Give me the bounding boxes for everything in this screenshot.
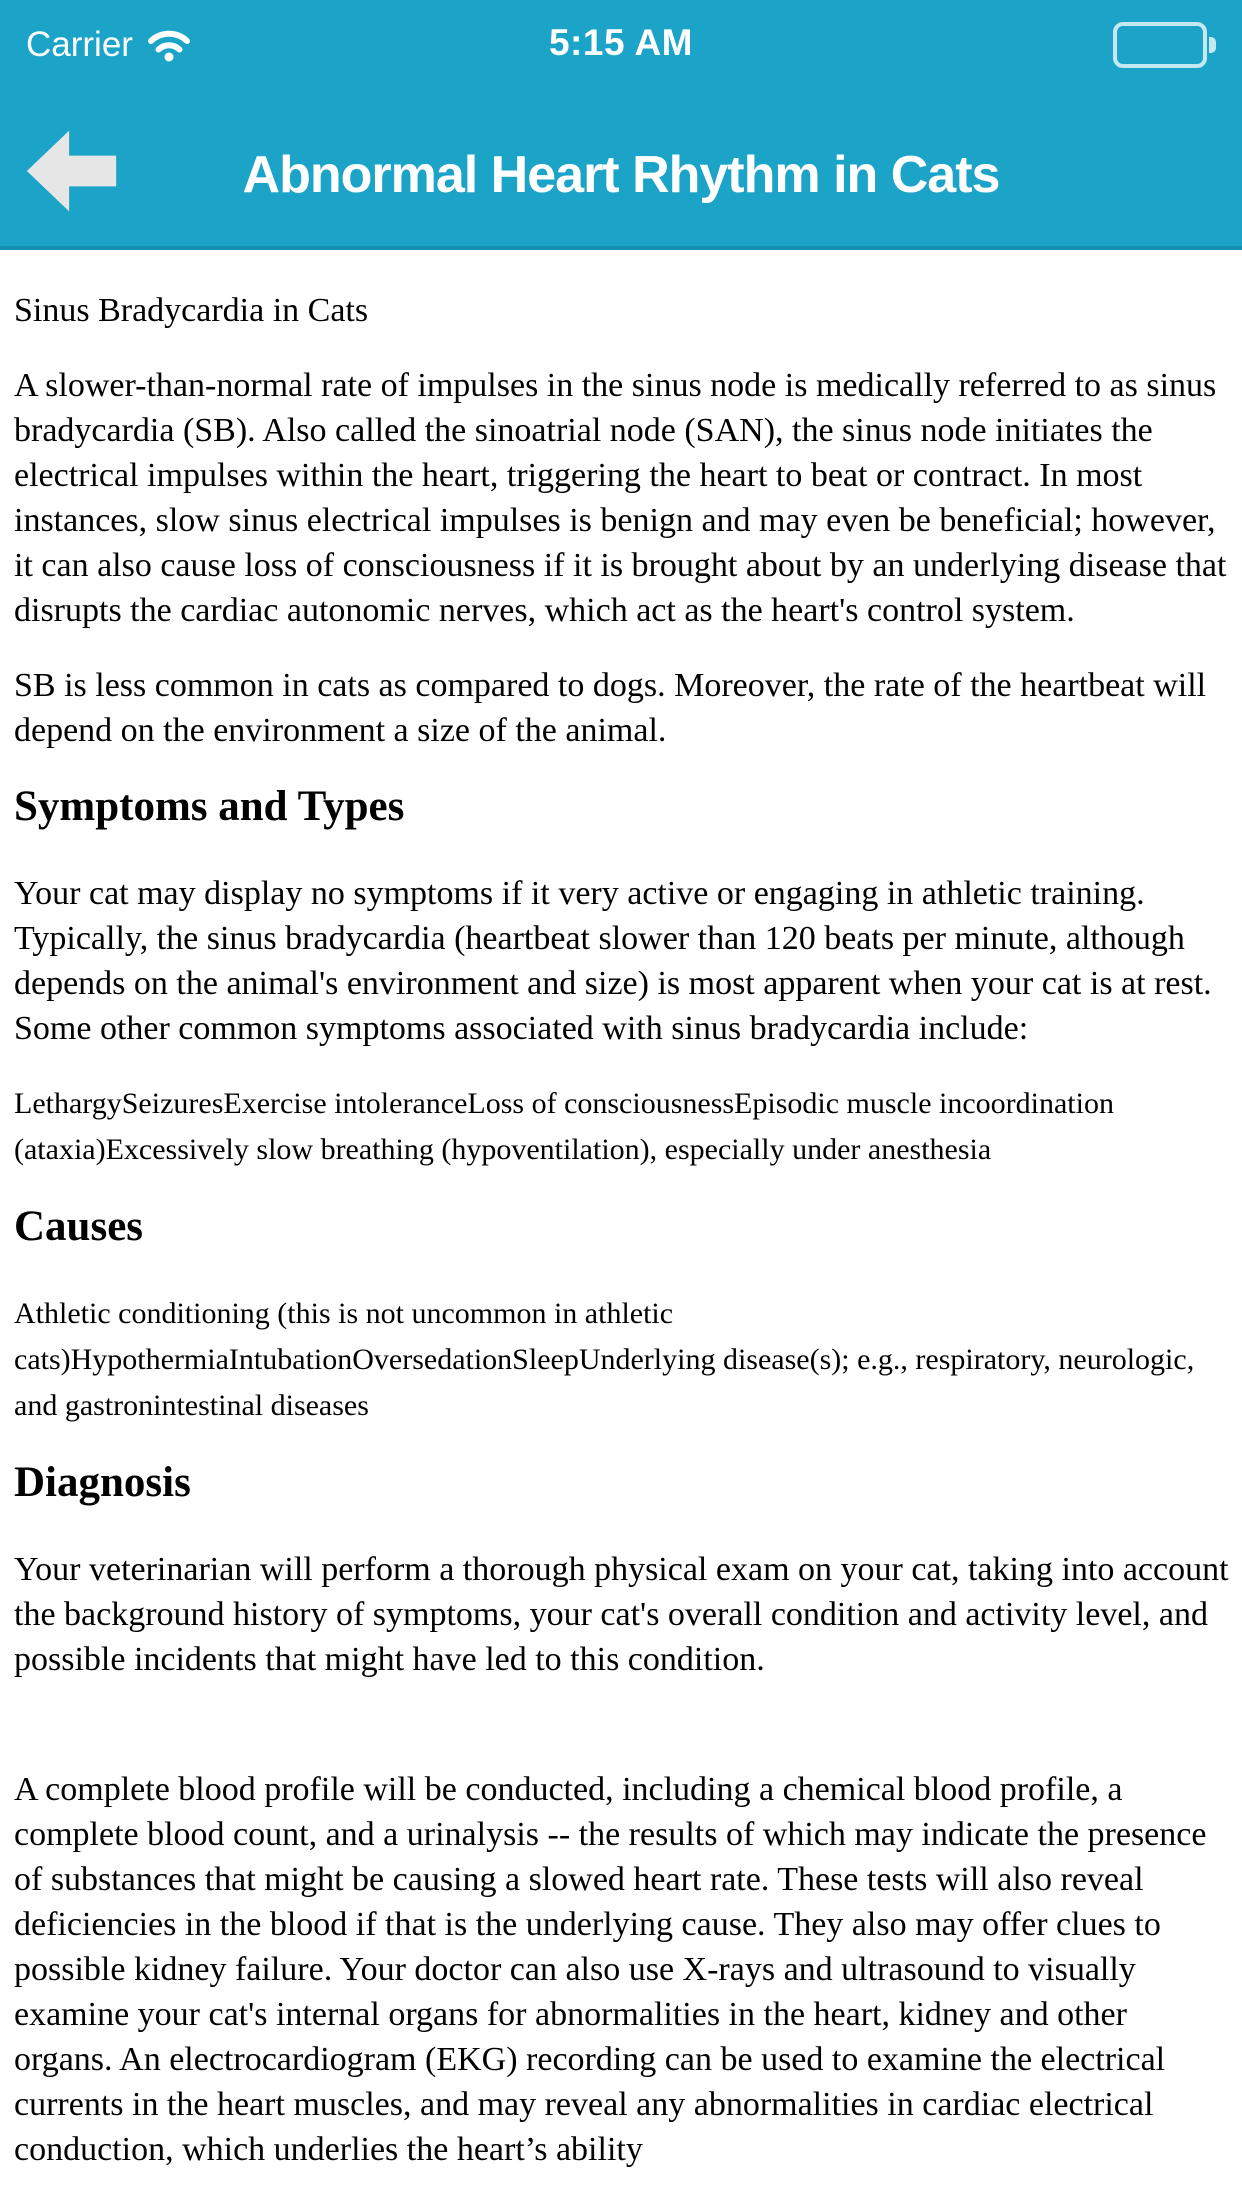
article-paragraph-overview: A slower-than-normal rate of impulses in the sinus node is medically referred to as sinus bradycardia (SB). Also called the sinoatrial node (SAN), the sinus node initiates the electrical impulses within the heart, triggering the heart to beat or contract. In most instances, slow sinus electrical impulses is benign and may even be beneficial; however, it can also cause loss of consciousness if it is brought about by an underlying disease that disrupts the cardiac autonomic nerves, which act as the heart's control system. [14, 367, 1227, 629]
nav-bar [0, 118, 1242, 232]
status-bar [0, 0, 1242, 80]
article-paragraph-symptoms: Your cat may display no symptoms if it very active or engaging in athletic training. Typically, the sinus bradycardia (heartbeat slower than 120 beats per minute, although depends on the animal's environment and size) is most apparent when your cat is at rest. Some other common symptoms associated with sinus bradycardia include: [14, 875, 1212, 1047]
article-scroll-area[interactable] [0, 250, 1242, 2208]
page-title: Abnormal Heart Rhythm in Cats [242, 146, 1000, 204]
status-time: 5:15 AM [548, 22, 693, 63]
heading-symptoms-and-types: Symptoms and Types [14, 783, 405, 830]
back-arrow-icon [24, 126, 120, 216]
heading-causes: Causes [14, 1203, 144, 1250]
app-header [0, 0, 1242, 250]
article-paragraph-prevalence: SB is less common in cats as compared to dogs. Moreover, the rate of the heartbeat will depend on the environment a size of the animal. [14, 667, 1207, 749]
article-paragraph-diagnosis-tests: A complete blood profile will be conducted, including a chemical blood profile, a complete blood count, and a urinalysis -- the results of which may indicate the presence of substances that might be causing a slowed heart rate. These tests will also reveal deficiencies in the blood if that is the underlying cause. They also may offer clues to possible kidney failure. Your doctor can also use X-rays and ultrasound to visually examine your cat's internal organs for abnormalities in the heart, kidney and other organs. An electrocardiogram (EKG) recording can be used to examine the electrical currents in the heart muscles, and may reveal any abnormalities in cardiac electrical conduction, which underlies the heart’s ability [14, 1771, 1207, 2168]
heading-diagnosis: Diagnosis [14, 1459, 191, 1506]
back-button[interactable] [24, 126, 120, 216]
article-symptom-list: LethargySeizuresExercise intoleranceLoss of consciousnessEpisodic muscle incoordination (ataxia)Excessively slow breathing (hypoventilation), especially under anesthesia [14, 1087, 1114, 1166]
carrier-label: Carrier [26, 25, 133, 64]
article-cause-list: Athletic conditioning (this is not uncommon in athletic cats)HypothermiaIntubationOversedationSleepUnderlying disease(s); e.g., respiratory, neurologic, and gastronintestinal diseases [14, 1297, 1195, 1422]
article-intro-line: Sinus Bradycardia in Cats [14, 292, 369, 329]
article-paragraph-diagnosis-exam: Your veterinarian will perform a thorough physical exam on your cat, taking into account the background history of symptoms, your cat's overall condition and activity level, and possible incidents that might have led to this condition. [14, 1551, 1229, 1678]
